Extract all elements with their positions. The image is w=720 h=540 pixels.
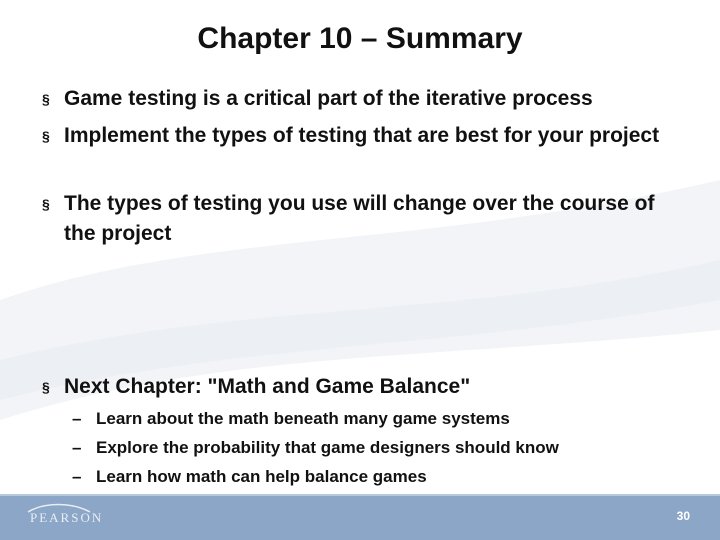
bullet-item — [42, 121, 682, 151]
sub-bullet-text: Learn about the math beneath many game systems — [96, 409, 510, 428]
bullet-item — [42, 84, 682, 114]
bullet-marker: § — [42, 379, 50, 395]
bullet-item — [42, 189, 682, 249]
sub-bullet-text: Learn how math can help balance games — [96, 467, 427, 486]
bullet-item — [42, 372, 682, 402]
bullet-text: The types of testing you use will change over the course of the project — [64, 192, 655, 245]
bullet-marker: § — [42, 91, 50, 107]
sub-bullet-marker: – — [72, 438, 82, 457]
page-number: 30 — [676, 509, 690, 523]
sub-bullet-marker: – — [72, 409, 82, 428]
sub-bullet-item — [72, 462, 692, 491]
sub-bullet-marker: – — [72, 467, 82, 486]
sub-bullet-item — [72, 404, 692, 433]
bullet-marker: § — [42, 128, 50, 144]
footer-stripe — [0, 494, 720, 496]
footer-bar — [0, 494, 720, 540]
bullet-text: Game testing is a critical part of the iterative process — [64, 87, 593, 110]
slide-title: Chapter 10 – Summary — [197, 22, 523, 55]
bullet-text: Implement the types of testing that are best for your project — [64, 124, 660, 147]
pearson-logo: PEARSON — [30, 510, 104, 525]
bullet-text: Next Chapter: "Math and Game Balance" — [64, 375, 471, 398]
sub-bullet-text: Explore the probability that game designers should know — [96, 438, 559, 457]
sub-bullet-item — [72, 433, 692, 462]
bullet-marker: § — [42, 196, 50, 212]
